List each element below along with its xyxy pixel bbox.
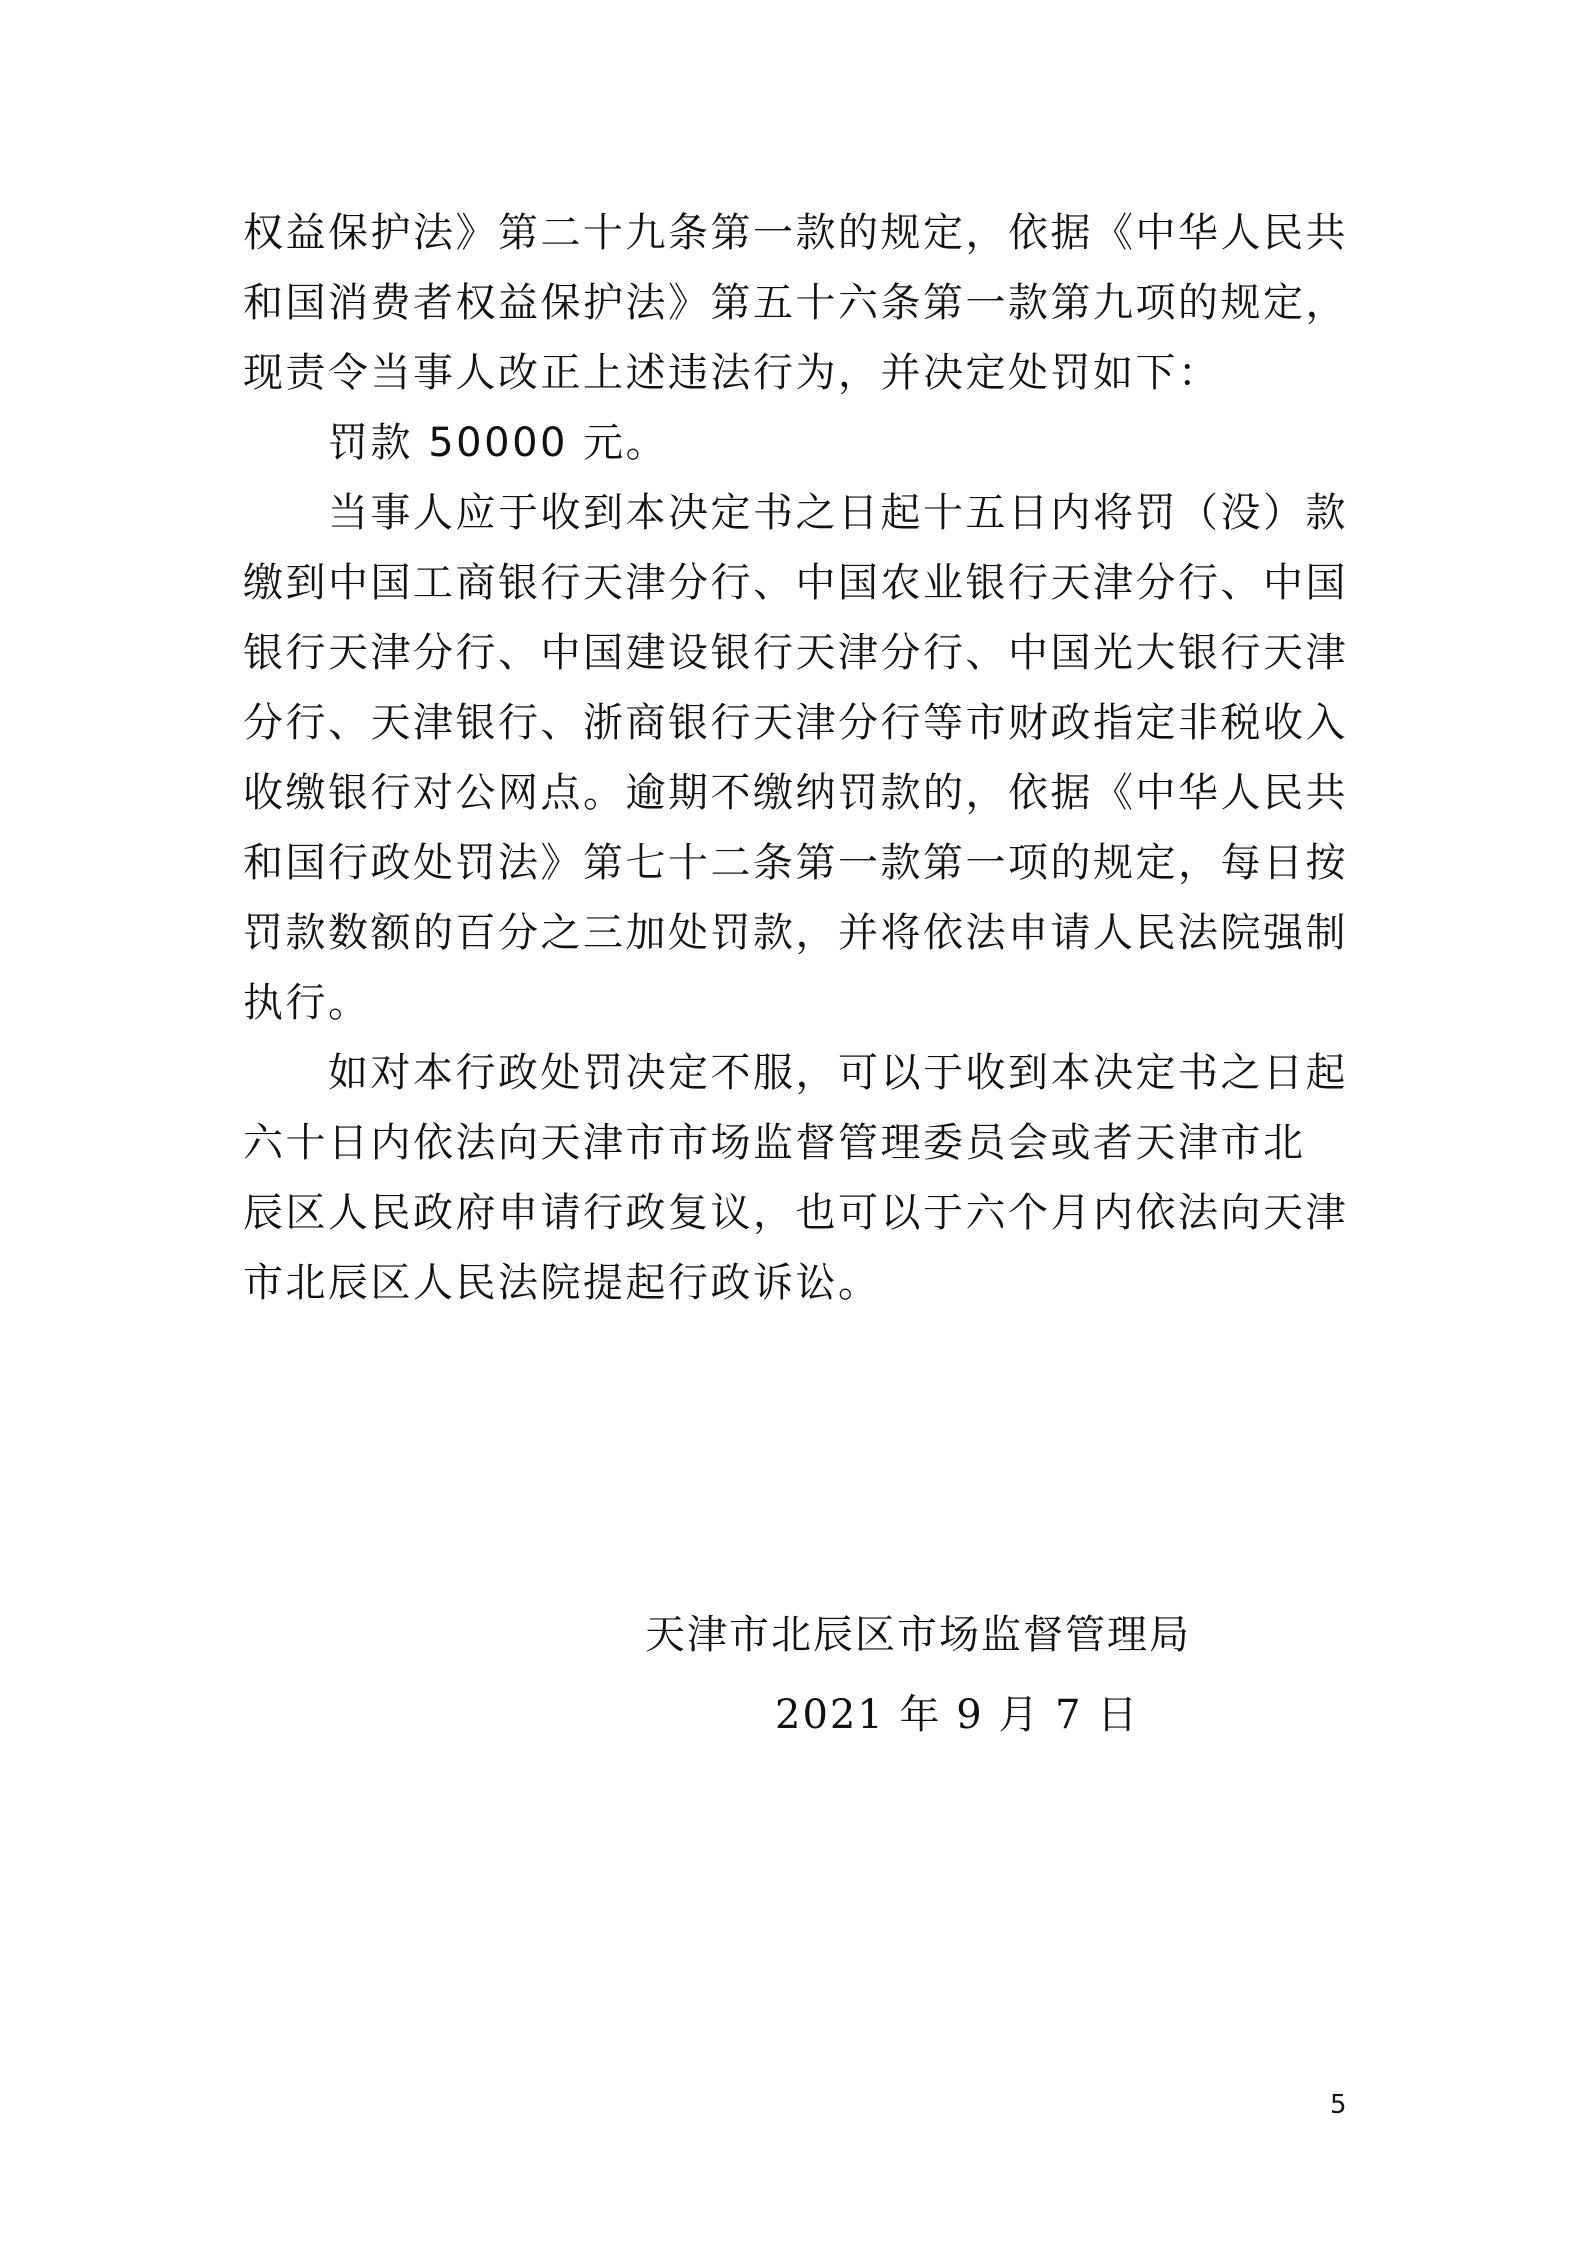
paragraph-appeal	[243, 1038, 1363, 1318]
text-line: 和国消费者权益保护法》第五十六条第一款第九项的规定，	[243, 280, 1348, 326]
text-line: 收缴银行对公网点。逾期不缴纳罚款的，依据《中华人民共	[243, 770, 1348, 816]
paragraph-penalty-basis	[243, 198, 1363, 408]
document-body	[243, 198, 1363, 1318]
paragraph-payment	[243, 478, 1363, 1038]
paragraph-fine	[243, 408, 1363, 478]
signature-block	[645, 1595, 1245, 1755]
text-line: 辰区人民政府申请行政复议，也可以于六个月内依法向天津	[243, 1190, 1348, 1236]
page-number: 5	[1330, 2090, 1347, 2120]
issue-date: 2021 年 9 月 7 日	[775, 1692, 1140, 1738]
text-line: 执行。	[243, 980, 371, 1026]
fine-prefix: 罚款	[328, 420, 429, 466]
text-line: 银行天津分行、中国建设银行天津分行、中国光大银行天津	[243, 630, 1348, 676]
text-line: 如对本行政处罚决定不服，可以于收到本决定书之日起	[328, 1050, 1348, 1096]
text-line: 缴到中国工商银行天津分行、中国农业银行天津分行、中国	[243, 560, 1348, 606]
text-line: 罚款数额的百分之三加处罚款，并将依法申请人民法院强制	[243, 910, 1348, 956]
text-line: 和国行政处罚法》第七十二条第一款第一项的规定，每日按	[243, 840, 1348, 886]
text-line: 市北辰区人民法院提起行政诉讼。	[243, 1260, 881, 1306]
fine-amount: 50000	[428, 420, 568, 466]
issuing-authority: 天津市北辰区市场监督管理局	[645, 1612, 1191, 1658]
text-line: 当事人应于收到本决定书之日起十五日内将罚（没）款	[328, 490, 1348, 536]
text-line: 现责令当事人改正上述违法行为，并决定处罚如下：	[243, 350, 1221, 396]
text-line: 分行、天津银行、浙商银行天津分行等市财政指定非税收入	[243, 700, 1348, 746]
text-line: 六十日内依法向天津市市场监督管理委员会或者天津市北	[243, 1120, 1306, 1166]
fine-suffix: 元。	[567, 420, 669, 466]
text-line: 权益保护法》第二十九条第一款的规定，依据《中华人民共	[243, 210, 1348, 256]
